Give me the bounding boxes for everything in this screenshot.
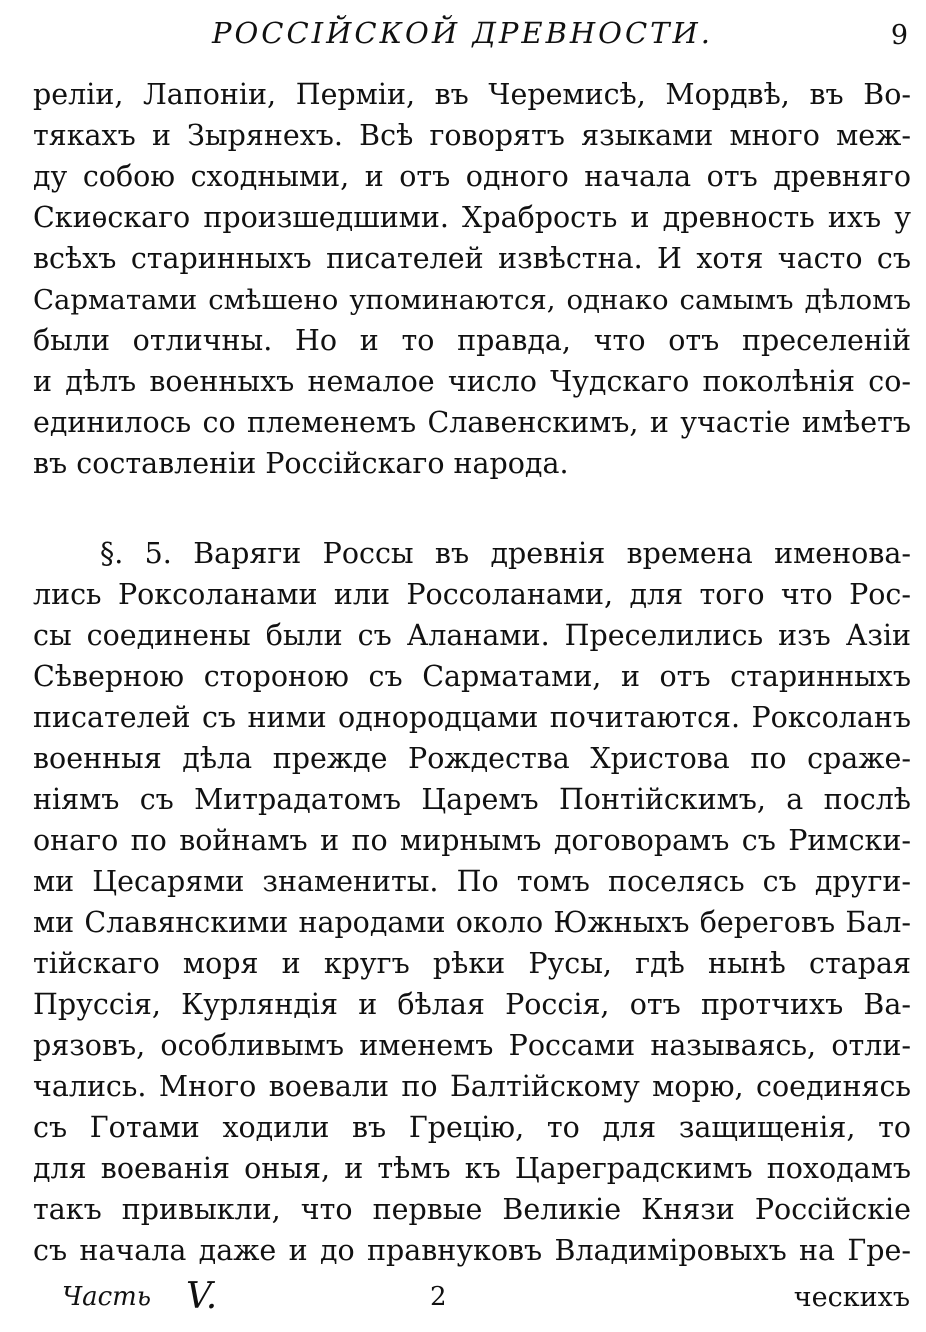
page-footer	[0, 1276, 926, 1326]
text-line: въ составленіи Россійскаго народа.	[33, 447, 569, 480]
running-head-title: РОССІЙСКОЙ ДРЕВНОСТИ.	[212, 16, 714, 50]
text-line: рязовъ, особливымъ именемъ Россами называясь, отли-	[33, 1029, 911, 1062]
text-line: сы соединены были съ Аланами. Преселились изъ Азіи	[33, 619, 911, 652]
text-line: Сарматами смѣшено упоминаются, однако самымъ дѣломъ	[33, 284, 911, 316]
text-line: ми Славянскими народами около Южныхъ береговъ Бал-	[33, 906, 911, 939]
text-line: онаго по войнамъ и по мирнымъ договорамъ съ Римски-	[33, 824, 911, 857]
signature-volume: V.	[186, 1276, 218, 1317]
text-line: всѣхъ старинныхъ писателей извѣстна. И хотя часто съ	[33, 242, 911, 275]
text-line: для воеванія оныя, и тѣмъ къ Цареградскимъ походамъ	[33, 1152, 911, 1185]
text-line: такъ привыкли, что первые Великіе Князи Россійскіе	[33, 1193, 911, 1226]
text-line: единилось со племенемъ Славенскимъ, и участіе имѣетъ	[33, 406, 911, 439]
text-line: ніямъ съ Митрадатомъ Царемъ Понтійскимъ, а послѣ	[33, 783, 911, 816]
signature-label: Часть	[62, 1282, 151, 1312]
text-line: Пруссія, Курляндія и бѣлая Россія, отъ протчихъ Ва-	[33, 988, 911, 1021]
text-line: были отличны. Но и то правда, что отъ преселеній	[33, 324, 911, 357]
text-line: ду собою сходными, и отъ одного начала отъ древняго	[33, 160, 911, 193]
catchword: ческихъ	[793, 1282, 910, 1313]
text-line: писателей съ ними однородцами почитаются. Роксоланъ	[33, 701, 911, 734]
running-head	[0, 16, 926, 60]
text-line: военныя дѣла прежде Рождества Христова по сраже-	[33, 742, 911, 775]
text-line: съ Готами ходили въ Грецію, то для защищенія, то	[33, 1111, 911, 1144]
signature-number: 2	[430, 1282, 447, 1312]
page-number: 9	[890, 20, 908, 51]
text-line: тійскаго моря и кругъ рѣки Русы, гдѣ нынѣ старая	[33, 947, 911, 980]
text-line: реліи, Лапоніи, Перміи, въ Черемисѣ, Мордвѣ, въ Во-	[33, 78, 911, 111]
text-line: съ начала даже и до правнуковъ Владиміровыхъ на Гре-	[33, 1234, 911, 1267]
text-line: Сѣверною стороною съ Сарматами, и отъ старинныхъ	[33, 660, 911, 693]
text-line: Скиѳскаго произшедшими. Храбрость и древность ихъ у	[33, 201, 911, 234]
text-line: и дѣлъ военныхъ немалое число Чудскаго поколѣнія со-	[33, 365, 911, 398]
text-line: лись Роксоланами или Россоланами, для того что Рос-	[33, 578, 911, 611]
text-line: ми Цесарями знамениты. По томъ поселясь съ други-	[33, 865, 911, 898]
text-line: тякахъ и Зырянехъ. Всѣ говорятъ языками много меж-	[33, 119, 911, 152]
text-line: §. 5. Варяги Россы въ древнія времена именова-	[100, 537, 911, 570]
text-line: чались. Много воевали по Балтійскому морю, соединясь	[33, 1070, 911, 1103]
